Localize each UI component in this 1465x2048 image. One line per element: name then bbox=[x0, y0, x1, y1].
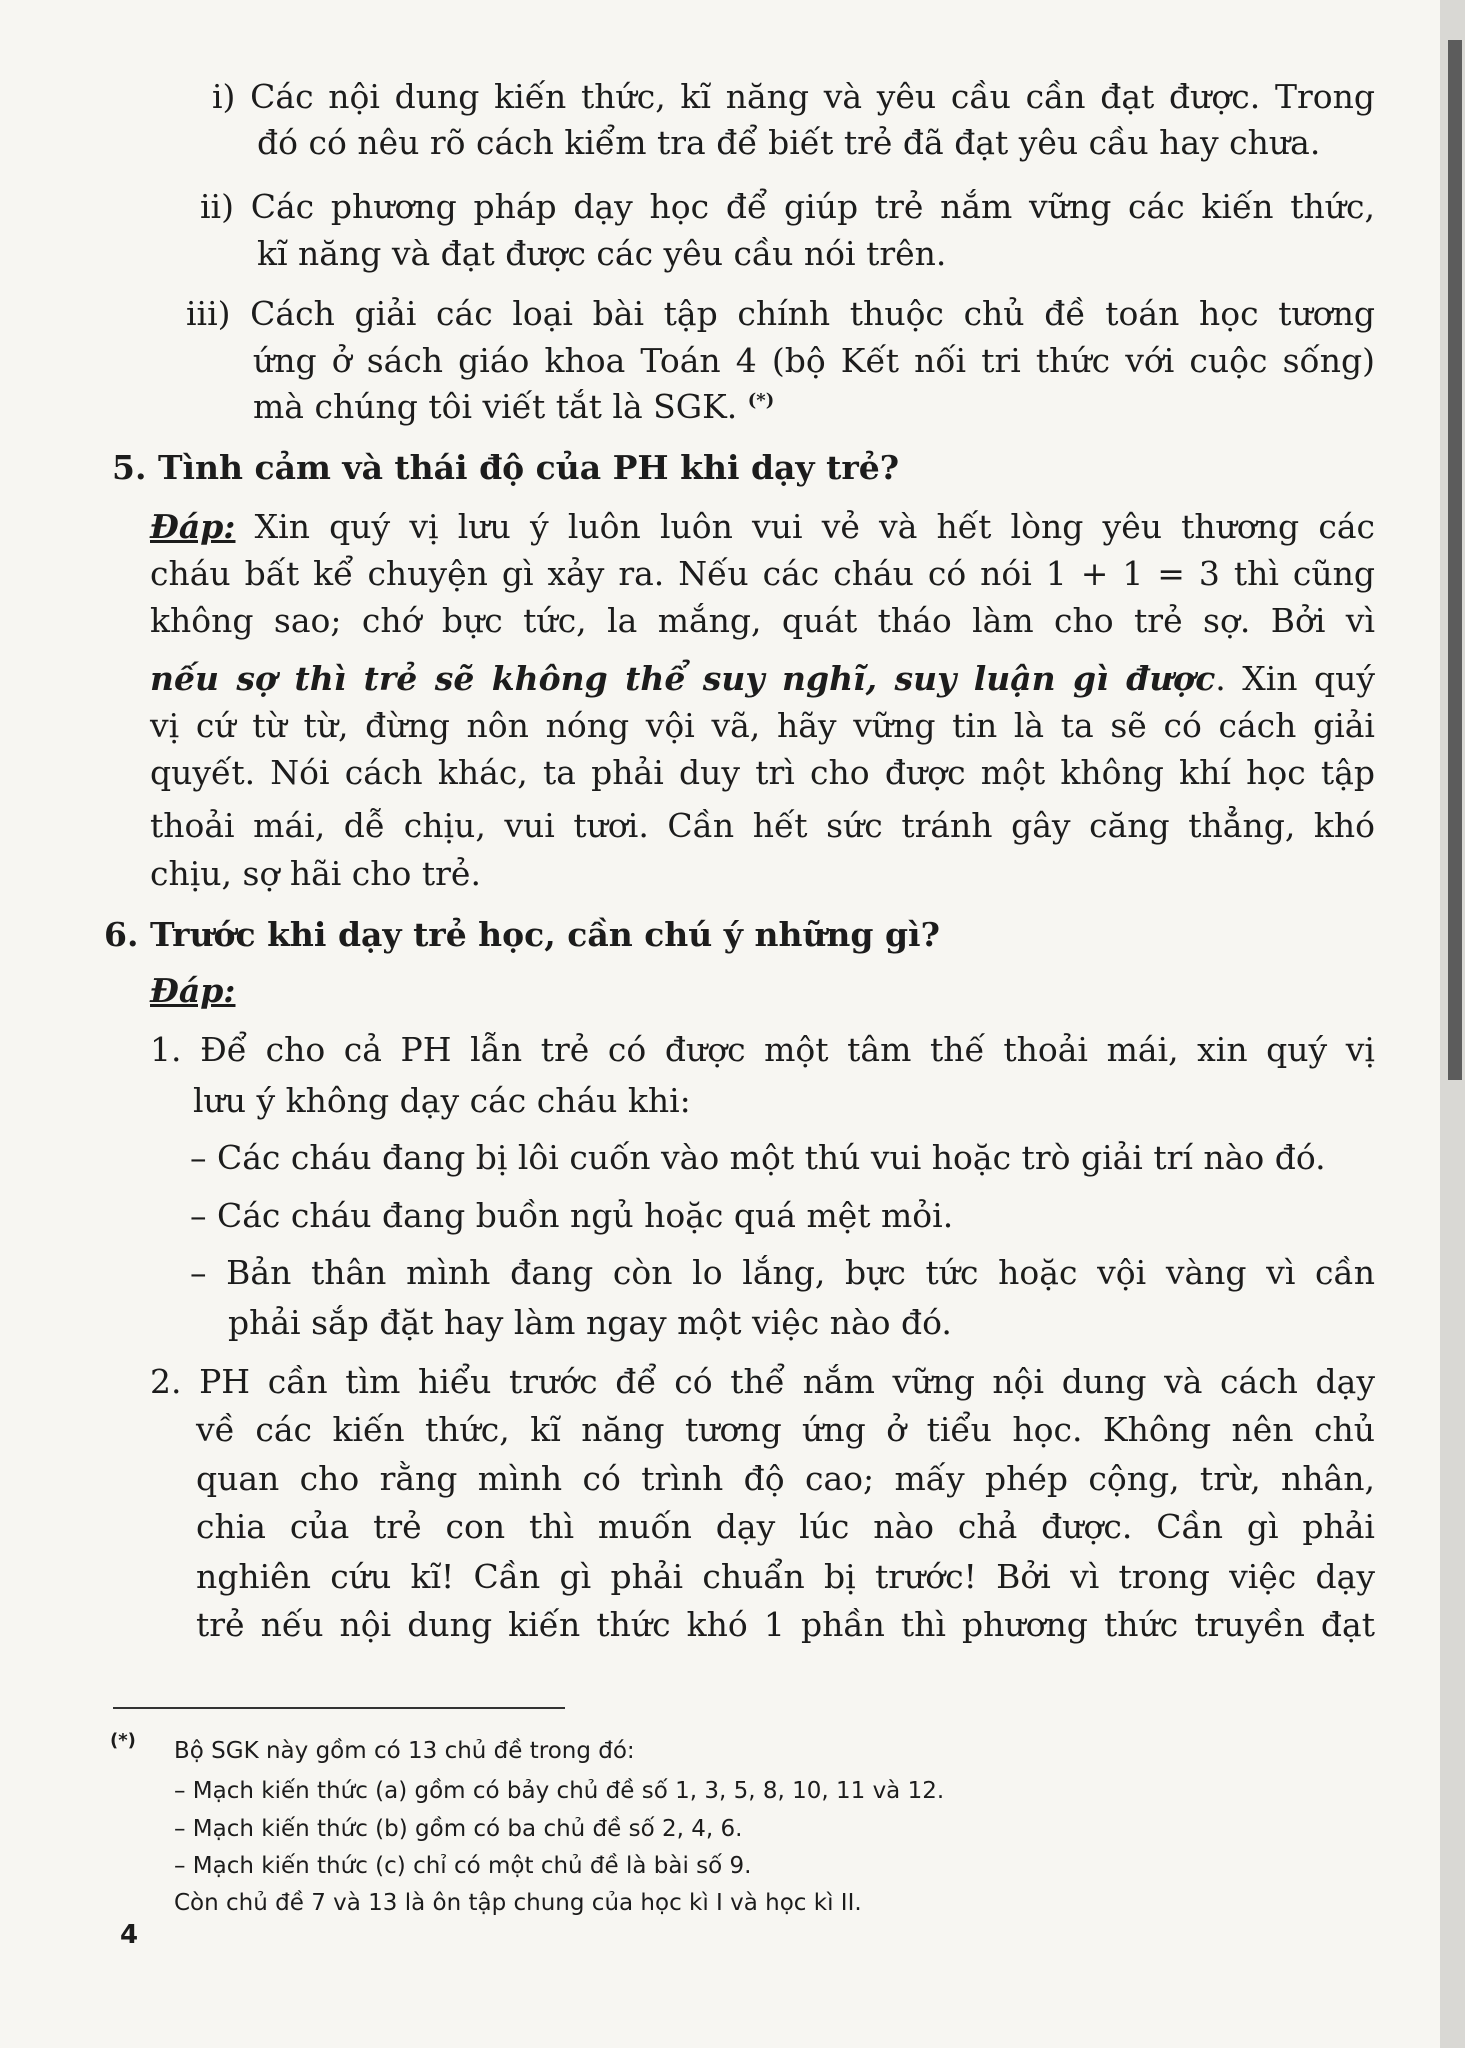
q5-line6: quyết. Nói cách khác, ta phải duy trì cho được một không khí học tập bbox=[150, 753, 1375, 792]
item-ii-line2: kĩ năng và đạt được các yêu cầu nói trên. bbox=[257, 234, 947, 273]
footnote-line5: Còn chủ đề 7 và 13 là ôn tập chung của học kì I và học kì II. bbox=[174, 1890, 862, 1916]
page-number: 4 bbox=[120, 1920, 139, 1950]
q5-line2: cháu bất kể chuyện gì xảy ra. Nếu các cháu có nói 1 + 1 = 3 thì cũng bbox=[150, 554, 1375, 593]
q6-point2-line3: quan cho rằng mình có trình độ cao; mấy phép cộng, trừ, nhân, bbox=[196, 1459, 1375, 1498]
q6-dash3-line1: – Bản thân mình đang còn lo lắng, bực tức hoặc vội vàng vì cần bbox=[190, 1253, 1375, 1292]
q6-point2-line5: nghiên cứu kĩ! Cần gì phải chuẩn bị trước! Bởi vì trong việc dạy bbox=[196, 1557, 1375, 1596]
footnote-line3: – Mạch kiến thức (b) gồm có ba chủ đề số 2, 4, 6. bbox=[174, 1816, 743, 1842]
q6-point2-line6: trẻ nếu nội dung kiến thức khó 1 phần thì phương thức truyền đạt bbox=[196, 1605, 1375, 1644]
item-i-line1: i) Các nội dung kiến thức, kĩ năng và yêu cầu cần đạt được. Trong bbox=[212, 77, 1375, 116]
item-ii-line1: ii) Các phương pháp dạy học để giúp trẻ nắm vững các kiến thức, bbox=[200, 187, 1375, 226]
q5-line3: không sao; chớ bực tức, la mắng, quát tháo làm cho trẻ sợ. Bởi vì bbox=[150, 601, 1375, 640]
answer-label: Đáp: bbox=[150, 507, 236, 546]
item-iii-line3: mà chúng tôi viết tắt là SGK. (*) bbox=[253, 387, 775, 426]
q6-point2-line1: 2. PH cần tìm hiểu trước để có thể nắm vững nội dung và cách dạy bbox=[150, 1362, 1375, 1401]
q5-line8: chịu, sợ hãi cho trẻ. bbox=[150, 854, 481, 893]
emphasis-text: nếu sợ thì trẻ sẽ không thể suy nghĩ, suy luận gì được bbox=[150, 659, 1216, 698]
item-iii-line2: ứng ở sách giáo khoa Toán 4 (bộ Kết nối tri thức với cuộc sống) bbox=[253, 341, 1375, 380]
q6-dash2: – Các cháu đang buồn ngủ hoặc quá mệt mỏi. bbox=[190, 1196, 954, 1235]
q6-answer-label: Đáp: bbox=[150, 971, 236, 1010]
q6-point2-line4: chia của trẻ con thì muốn dạy lúc nào chả được. Cần gì phải bbox=[196, 1507, 1375, 1546]
q6-point1-line1: 1. Để cho cả PH lẫn trẻ có được một tâm thế thoải mái, xin quý vị bbox=[150, 1030, 1375, 1069]
binding-shadow bbox=[1448, 40, 1462, 1080]
q5-line7: thoải mái, dễ chịu, vui tươi. Cần hết sức tránh gây căng thẳng, khó bbox=[150, 806, 1375, 845]
footnote-divider bbox=[113, 1707, 565, 1709]
item-i-line2: đó có nêu rõ cách kiểm tra để biết trẻ đã đạt yêu cầu hay chưa. bbox=[257, 123, 1321, 162]
footnote-line1: Bộ SGK này gồm có 13 chủ đề trong đó: bbox=[174, 1738, 635, 1764]
page-edge bbox=[1440, 0, 1465, 2048]
footnote-mark: (*) bbox=[110, 1730, 136, 1751]
q5-line5: vị cứ từ từ, đừng nôn nóng vội vã, hãy vững tin là ta sẽ có cách giải bbox=[150, 706, 1375, 745]
q6-point1-line2: lưu ý không dạy các cháu khi: bbox=[193, 1081, 691, 1120]
q5-line4: nếu sợ thì trẻ sẽ không thể suy nghĩ, suy luận gì được. Xin quý bbox=[150, 659, 1375, 698]
footnote-line4: – Mạch kiến thức (c) chỉ có một chủ đề là bài số 9. bbox=[174, 1853, 752, 1879]
q6-point2-line2: về các kiến thức, kĩ năng tương ứng ở tiểu học. Không nên chủ bbox=[196, 1410, 1375, 1449]
q5-answer-line1: Đáp: Xin quý vị lưu ý luôn luôn vui vẻ và hết lòng yêu thương các bbox=[150, 507, 1375, 546]
question-6: 6. Trước khi dạy trẻ học, cần chú ý những gì? bbox=[104, 915, 940, 954]
q6-dash3-line2: phải sắp đặt hay làm ngay một việc nào đó. bbox=[228, 1303, 952, 1342]
footnote-line2: – Mạch kiến thức (a) gồm có bảy chủ đề số 1, 3, 5, 8, 10, 11 và 12. bbox=[174, 1778, 945, 1804]
item-iii-line1: iii) Cách giải các loại bài tập chính thuộc chủ đề toán học tương bbox=[186, 294, 1375, 333]
footnote-ref[interactable]: (*) bbox=[747, 390, 775, 411]
question-5: 5. Tình cảm và thái độ của PH khi dạy trẻ? bbox=[112, 448, 900, 487]
q6-dash1: – Các cháu đang bị lôi cuốn vào một thú vui hoặc trò giải trí nào đó. bbox=[190, 1138, 1326, 1177]
